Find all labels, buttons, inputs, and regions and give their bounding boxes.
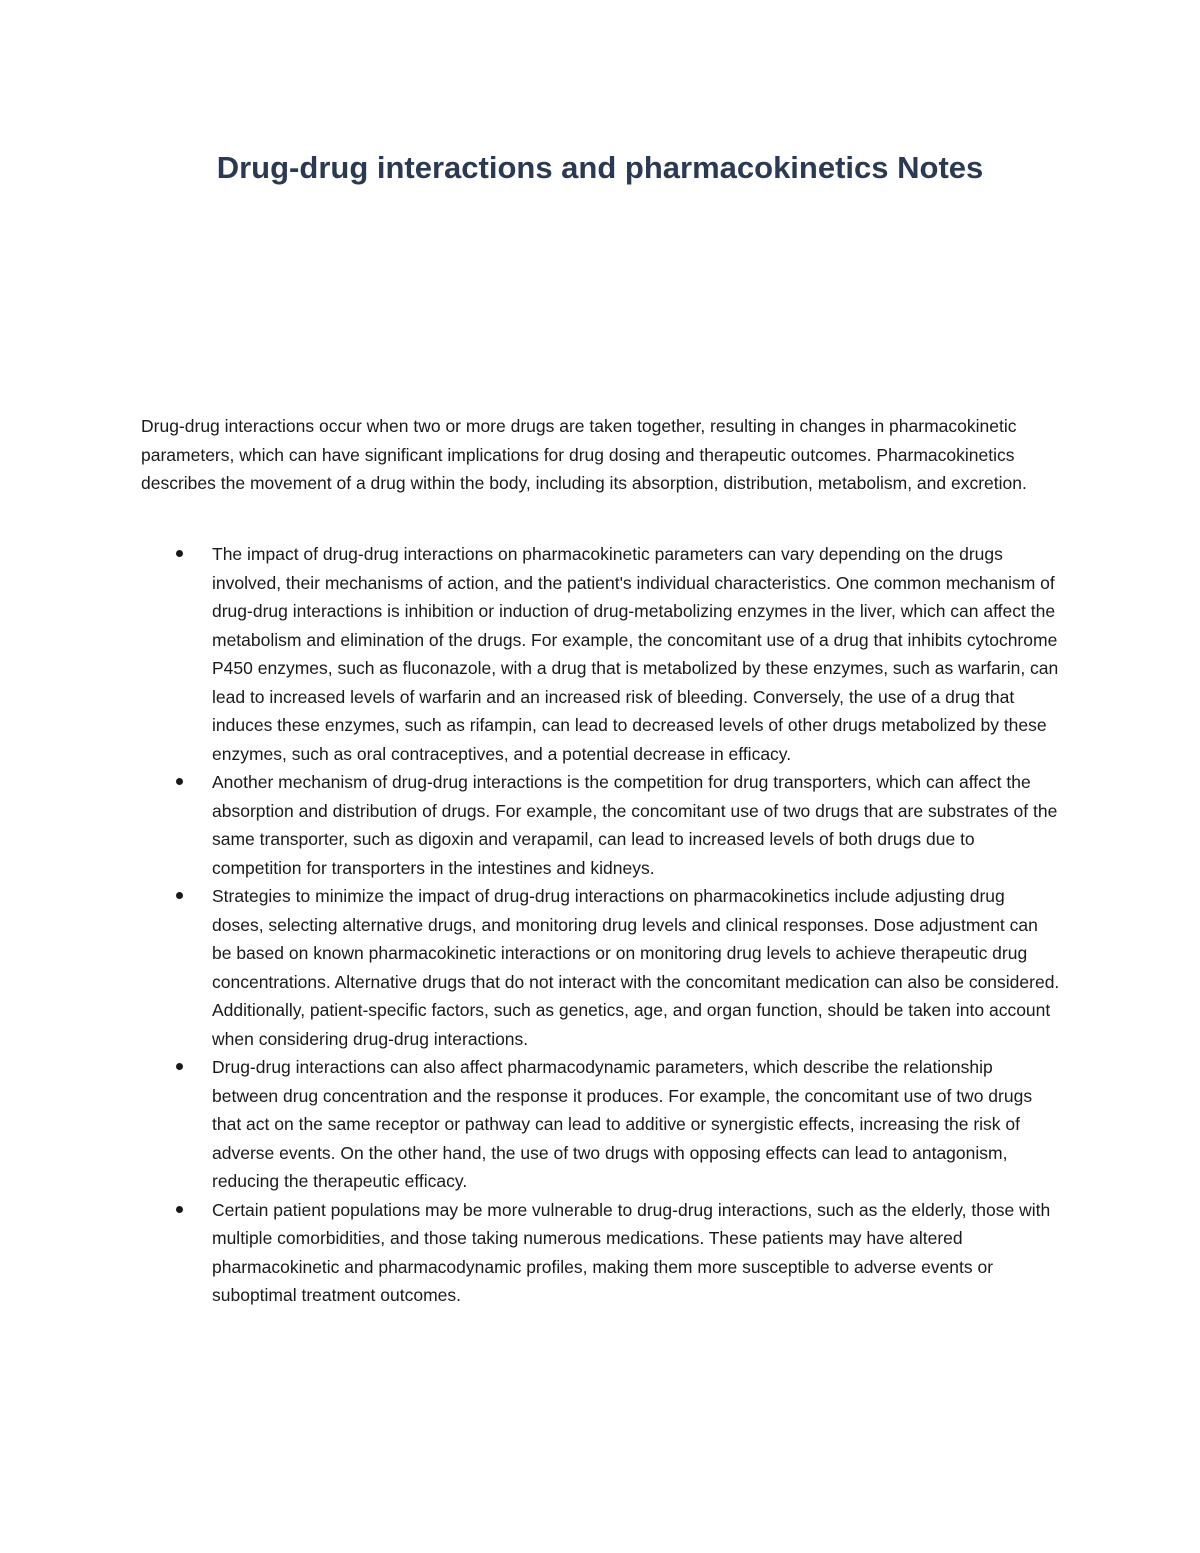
bullet-icon [176, 1063, 183, 1070]
list-item-text: Certain patient populations may be more vulnerable to drug-drug interactions, such as the elderly, those with multiple comorbidities, and those taking numerous medications. These patients may have altered pharmacokinetic and pharmacodynamic profiles, making them more susceptible to adverse events or suboptimal treatment outcomes. [212, 1199, 1051, 1305]
list-item [141, 882, 1061, 1053]
bullet-icon [176, 1206, 183, 1213]
bullet-icon [176, 892, 183, 899]
bullet-icon [176, 550, 183, 557]
list-item [141, 1053, 1061, 1196]
list-item-text: Drug-drug interactions can also affect pharmacodynamic parameters, which describe the relationship between drug concentration and the response it produces. For example, the concomitant use of two drugs that act on the same receptor or pathway can lead to additive or synergistic effects, increasing the risk of adverse events. On the other hand, the use of two drugs with opposing effects can lead to antagonism, reducing the therapeutic efficacy. [212, 1057, 1033, 1191]
document-title: Drug-drug interactions and pharmacokinetics Notes [216, 150, 984, 185]
list-item [141, 540, 1061, 768]
list-item-text: Strategies to minimize the impact of drug-drug interactions on pharmacokinetics include adjusting drug doses, selecting alternative drugs, and monitoring drug levels and clinical responses. Dose adjustment can be based on known pharmacokinetic interactions or on monitoring drug levels to achieve therapeutic drug concentrations. Alternative drugs that do not interact with the concomitant medication can also be considered. Additionally, patient-specific factors, such as genetics, age, and organ function, should be taken into account when considering drug-drug interactions. [212, 886, 1060, 1049]
intro-paragraph: Drug-drug interactions occur when two or more drugs are taken together, resulting in changes in pharmacokinetic parameters, which can have significant implications for drug dosing and therapeutic outcomes. Pharmacokinetics describes the movement of a drug within the body, including its absorption, distribution, metabolism, and excretion. [141, 416, 1027, 493]
list-item-text: The impact of drug-drug interactions on pharmacokinetic parameters can vary depending on the drugs involved, their mechanisms of action, and the patient's individual characteristics. One common mechanism of drug-drug interactions is inhibition or induction of drug-metabolizing enzymes in the liver, which can affect the metabolism and elimination of the drugs. For example, the concomitant use of a drug that inhibits cytochrome P450 enzymes, such as fluconazole, with a drug that is metabolized by these enzymes, such as warfarin, can lead to increased levels of warfarin and an increased risk of bleeding. Conversely, the use of a drug that induces these enzymes, such as rifampin, can lead to decreased levels of other drugs metabolized by these enzymes, such as oral contraceptives, and a potential decrease in efficacy. [212, 544, 1059, 764]
list-item [141, 768, 1061, 882]
list-item-text: Another mechanism of drug-drug interactions is the competition for drug transporters, which can affect the absorption and distribution of drugs. For example, the concomitant use of two drugs that are substrates of the same transporter, such as digoxin and verapamil, can lead to increased levels of both drugs due to competition for transporters in the intestines and kidneys. [212, 772, 1058, 878]
list-item [141, 1196, 1061, 1310]
bullet-list [141, 540, 1061, 1310]
bullet-icon [176, 778, 183, 785]
